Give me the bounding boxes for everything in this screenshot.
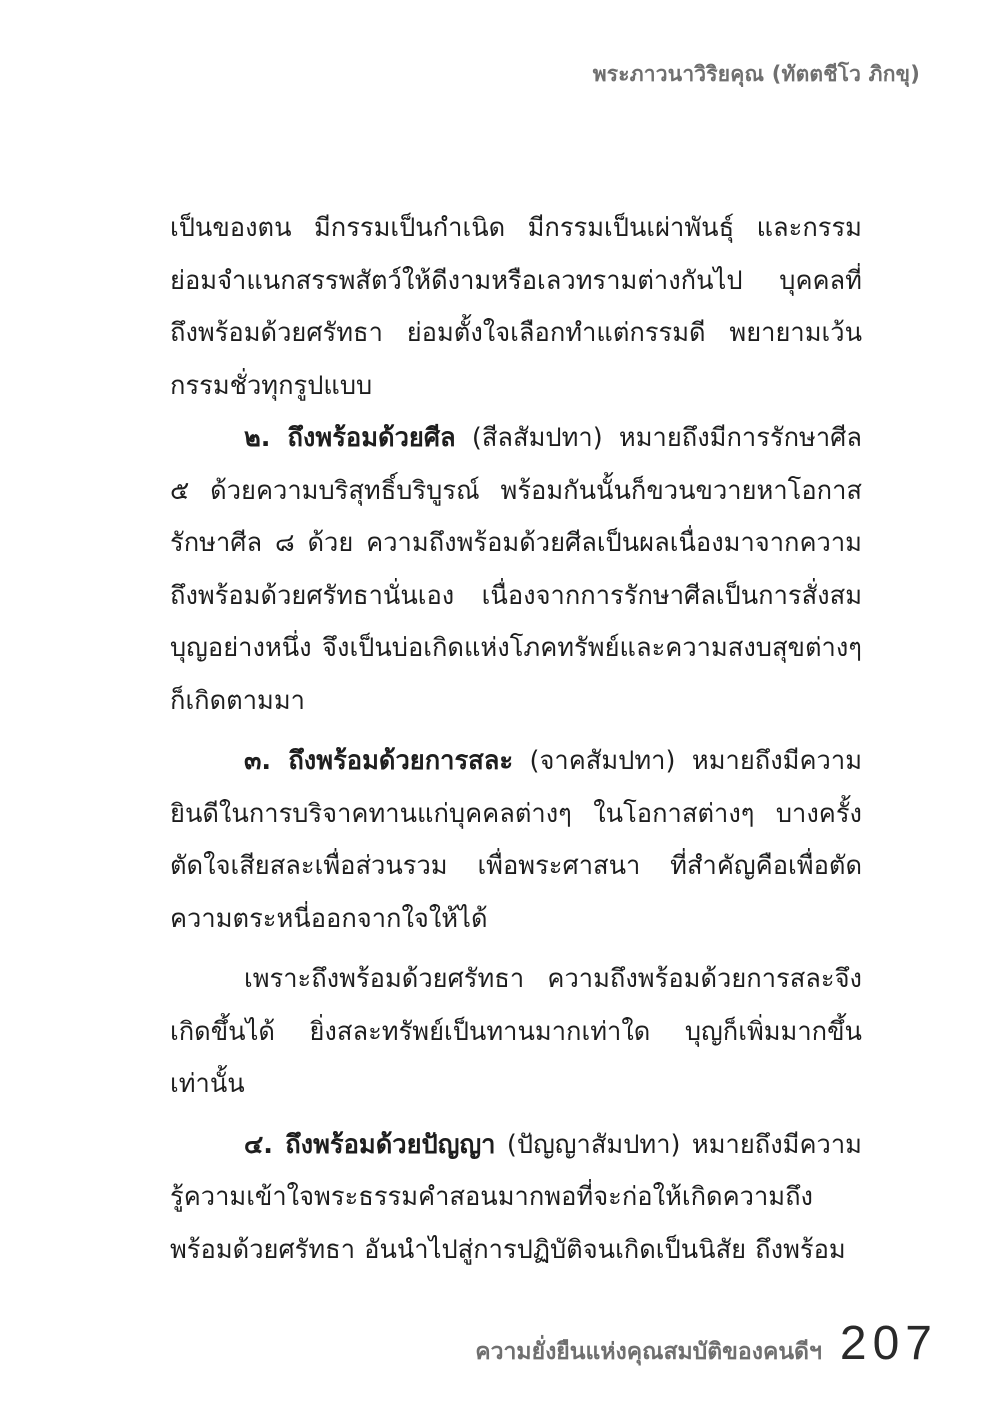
- footer-book-title: ความยั่งยืนแห่งคุณสมบัติของคนดีฯ: [475, 1339, 822, 1365]
- item-4-heading: ๔. ถึงพร้อมด้วยปัญญา: [244, 1129, 496, 1160]
- page-footer: [475, 1316, 938, 1371]
- item-4-paragraph: [170, 1119, 862, 1277]
- page-body: [170, 202, 862, 1276]
- item-2-heading: ๒. ถึงพร้อมด้วยศีล: [244, 423, 456, 453]
- item-3-paragraph: [170, 735, 862, 945]
- item-2-paragraph: [170, 412, 862, 727]
- because-paragraph: เพราะถึงพร้อมด้วยศรัทธา ความถึงพร้อมด้วยการสละจึงเกิดขึ้นได้ ยิ่งสละทรัพย์เป็นทานมากเท่าใด บุญก็เพิ่มมากขึ้นเท่านั้น: [170, 964, 862, 1099]
- item-3-heading: ๓. ถึงพร้อมด้วยการสละ: [244, 746, 514, 776]
- item-3-text: (จาคสัมปทา) หมายถึงมีความยินดีในการบริจาคทานแก่บุคคลต่างๆ ในโอกาสต่างๆ บางครั้งตัดใจเสียสละเพื่อส่วนรวม เพื่อพระศาสนา ที่สำคัญคือเพื่อตัดความตระหนี่ออกจากใจให้ได้: [170, 746, 862, 934]
- running-header: พระภาวนาวิริยคุณ (ทัตตชีโว ภิกขุ): [592, 62, 920, 86]
- item-4-text: (ปัญญาสัมปทา) หมายถึงมีความรู้ความเข้าใจพระธรรมคำสอนมากพอที่จะก่อให้เกิดความถึงพร้อมด้วยศรัทธา อันนำไปสู่การปฏิบัติจนเกิดเป็นนิสัย ถึงพร้อม: [170, 1129, 862, 1265]
- page-number: 207: [839, 1317, 938, 1370]
- item-2-text: (สีลสัมปทา) หมายถึงมีการรักษาศีล ๕ ด้วยความบริสุทธิ์บริบูรณ์ พร้อมกันนั้นก็ขวนขวายหาโอกาสรักษาศีล ๘ ด้วย ความถึงพร้อมด้วยศีลเป็นผลเนื่องมาจากความถึงพร้อมด้วยศรัทธานั่นเอง เนื่องจากการรักษาศีลเป็นการสั่งสมบุญอย่างหนึ่ง จึงเป็นบ่อเกิดแห่งโภคทรัพย์และความสงบสุขต่างๆ ก็เกิดตามมา: [170, 423, 862, 716]
- intro-paragraph: เป็นของตน มีกรรมเป็นกำเนิด มีกรรมเป็นเผ่าพันธุ์ และกรรมย่อมจำแนกสรรพสัตว์ให้ดีงามหรือเลวทรามต่างกันไป บุคคลที่ถึงพร้อมด้วยศรัทธา ย่อมตั้งใจเลือกทำแต่กรรมดี พยายามเว้นกรรมชั่วทุกรูปแบบ: [170, 213, 862, 401]
